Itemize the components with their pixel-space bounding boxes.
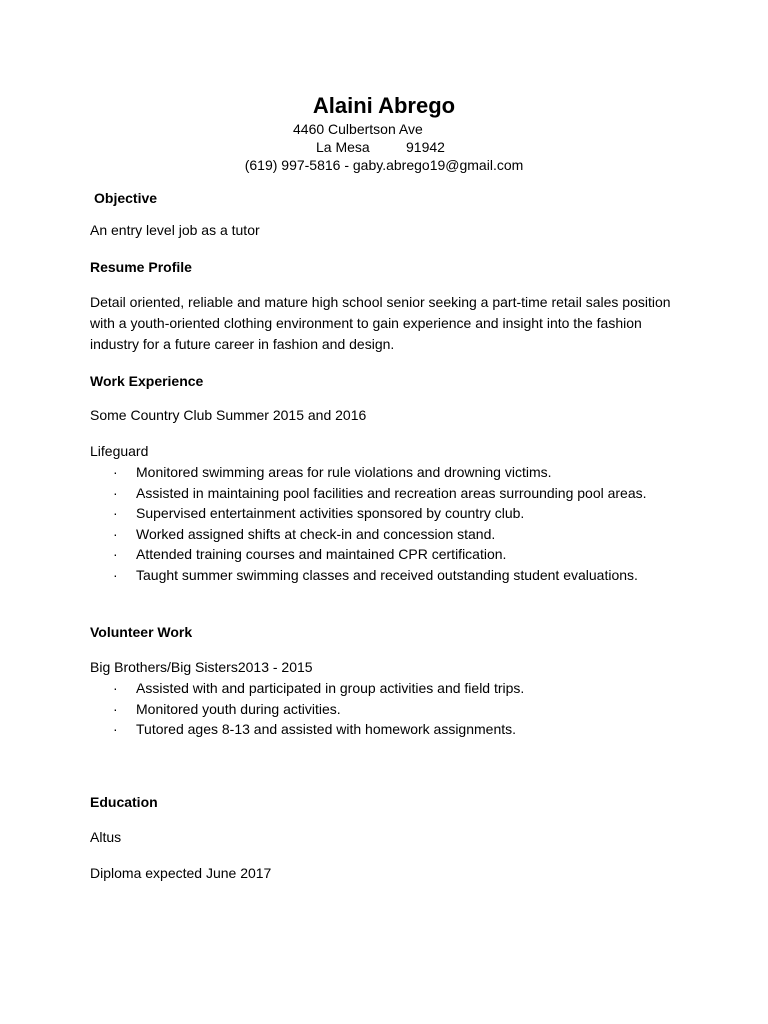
list-item <box>90 524 690 545</box>
education-heading: Education <box>90 794 158 810</box>
bullet-dot: · <box>113 566 118 583</box>
list-item-text: Monitored swimming areas for rule violations and drowning victims. <box>136 464 552 480</box>
list-item <box>90 678 690 699</box>
bullet-dot: · <box>113 484 118 501</box>
list-item <box>90 719 690 740</box>
bullet-dot: · <box>113 464 118 480</box>
city: La Mesa <box>316 139 370 155</box>
bullet-dot: · <box>113 721 118 737</box>
work-employer: Some Country Club Summer 2015 and 2016 <box>90 407 367 423</box>
volunteer-organization: Big Brothers/Big Sisters2013 - 2015 <box>90 659 313 675</box>
volunteer-heading: Volunteer Work <box>90 624 193 640</box>
list-item-text: Monitored youth during activities. <box>136 700 341 717</box>
bullet-dot: · <box>113 525 118 542</box>
list-item <box>90 544 690 565</box>
education-diploma: Diploma expected June 2017 <box>90 865 272 881</box>
list-item-text: Tutored ages 8-13 and assisted with homework assignments. <box>136 721 517 737</box>
education-school: Altus <box>90 829 122 845</box>
list-item <box>90 699 690 720</box>
bullet-dot: · <box>113 700 118 717</box>
bullet-dot: · <box>113 680 118 696</box>
list-item <box>90 503 690 524</box>
list-item <box>90 565 690 586</box>
candidate-name: Alaini Abrego <box>312 93 456 118</box>
list-item-text: Assisted in maintaining pool facilities and recreation areas surrounding pool areas. <box>136 484 647 501</box>
objective-text: An entry level job as a tutor <box>90 222 260 238</box>
work-heading: Work Experience <box>90 373 204 389</box>
bullet-dot: · <box>113 546 118 562</box>
list-item-text: Taught summer swimming classes and received outstanding student evaluations. <box>136 566 638 583</box>
volunteer-duties-list <box>90 678 690 740</box>
list-item-text: Supervised entertainment activities sponsored by country club. <box>136 505 525 521</box>
work-duties-list <box>90 462 690 585</box>
profile-heading: Resume Profile <box>90 259 192 275</box>
list-item-text: Attended training courses and maintained CPR certification. <box>136 546 507 562</box>
zip-code: 91942 <box>406 139 445 155</box>
list-item-text: Worked assigned shifts at check-in and concession stand. <box>136 525 496 542</box>
objective-heading: Objective <box>94 190 158 206</box>
list-item-text: Assisted with and participated in group activities and field trips. <box>136 680 525 696</box>
contact-line: (619) 997-5816 - gaby.abrego19@gmail.com <box>244 157 524 173</box>
list-item <box>90 483 690 504</box>
profile-text: Detail oriented, reliable and mature high school senior seeking a part-time retail sales position with a youth-oriented clothing environment to gain experience and insight into the fashion industry for a future career in fashion and design. <box>90 294 671 352</box>
list-item <box>90 462 690 483</box>
bullet-dot: · <box>113 505 118 521</box>
work-title: Lifeguard <box>90 443 149 459</box>
street-address: 4460 Culbertson Ave <box>293 121 423 137</box>
